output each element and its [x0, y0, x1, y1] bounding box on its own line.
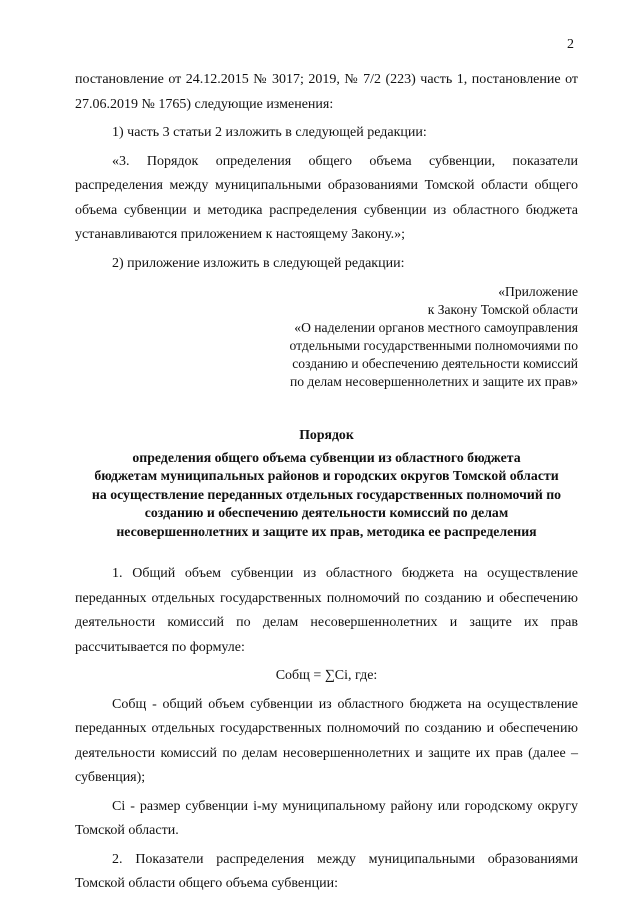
appendix-heading — [75, 283, 578, 391]
appendix-line: по делам несовершеннолетних и защите их прав» — [289, 374, 578, 389]
page-number: 2 — [567, 37, 574, 52]
title-line: определения общего объема субвенции из областного бюджета — [132, 449, 521, 465]
definition-ci: Ci - размер субвенции i-му муниципальному району или городскому округу Томской области. — [75, 798, 578, 838]
quoted-article-text: «3. Порядок определения общего объема субвенции, показатели распределения между муниципальными образованиями Томской области общего объема субвенции и методика распределения субвенции из областного бюджета устанавливаются приложением к настоящему Закону.»; — [75, 153, 578, 242]
title-line: на осуществление переданных отдельных государственных полномочий по — [91, 486, 562, 502]
section-2-paragraph: 2. Показатели распределения между муниципальными образованиями Томской области общего объема субвенции: — [75, 851, 578, 891]
intro-line-1: постановление от 24.12.2015 № 3017; 2019, № 7/2 (223) часть 1, постановление от — [75, 72, 578, 87]
formula: Собщ = ∑Ci, где: — [275, 668, 378, 683]
appendix-line: «О наделении органов местного самоуправления — [294, 320, 578, 335]
intro-line-2: 27.06.2019 № 1765) следующие изменения: — [75, 96, 334, 112]
item-1: 1) часть 3 статьи 2 изложить в следующей редакции: — [112, 125, 427, 140]
title-line: несовершеннолетних и защите их прав, методика ее распределения — [116, 523, 537, 539]
title-line: Порядок — [299, 427, 354, 442]
definition-sobsch: Собщ - общий объем субвенции из областного бюджета на осуществление переданных отдельных государственных полномочий по созданию и обеспечению деятельности комиссий по делам несовершеннолетних и защите их прав (далее – субвенция); — [75, 696, 578, 785]
appendix-line: «Приложение — [498, 284, 578, 299]
appendix-line: отдельными государственными полномочиями по — [289, 338, 578, 353]
procedure-title — [75, 426, 578, 541]
appendix-line: к Закону Томской области — [427, 302, 578, 317]
document-body — [75, 68, 578, 897]
appendix-line: созданию и обеспечению деятельности комиссий — [292, 356, 578, 371]
section-1-paragraph: 1. Общий объем субвенции из областного бюджета на осуществление переданных отдельных государственных полномочий по созданию и обеспечению деятельности комиссий по делам несовершеннолетних и защите их прав рассчитывается по формуле: — [75, 566, 578, 655]
title-line: созданию и обеспечению деятельности комиссий по делам — [144, 505, 509, 520]
title-line: бюджетам муниципальных районов и городских округов Томской области — [94, 468, 559, 483]
item-2: 2) приложение изложить в следующей редакции: — [112, 255, 405, 271]
